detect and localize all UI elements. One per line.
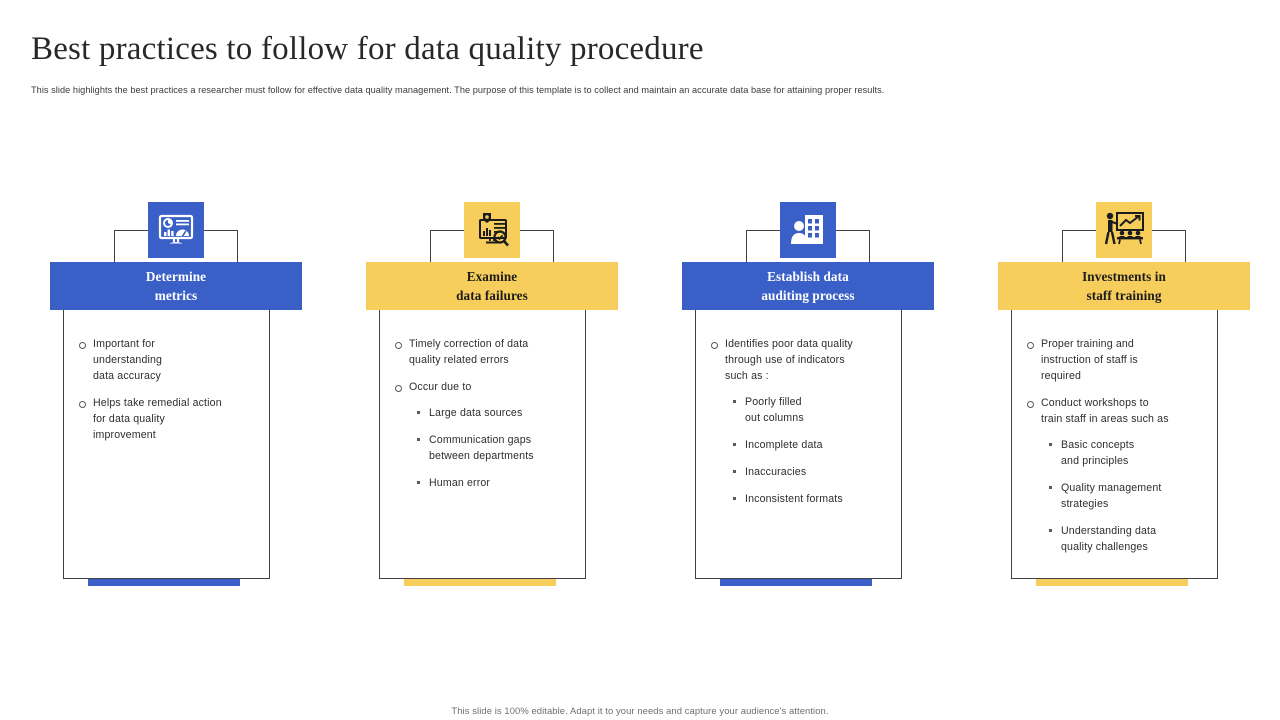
footer-note: This slide is 100% editable. Adapt it to your needs and capture your audience's attention.: [451, 705, 829, 716]
bullet-text-line: Helps take remedial action: [93, 397, 222, 409]
card-3: [682, 196, 934, 596]
bullet-text-line: data accuracy: [93, 370, 161, 382]
card-title-line-2: metrics: [154, 288, 198, 303]
certificate-audit-icon: [464, 202, 520, 258]
sub-bullet-text-line: Basic concepts: [1061, 439, 1135, 451]
training-presentation-icon: [1096, 202, 1152, 258]
sub-bullet-item: [409, 475, 576, 491]
bullet-item: [73, 395, 260, 443]
bullet-text-line: Timely correction of data: [409, 338, 529, 350]
sub-bullet-text-line: and principles: [1061, 455, 1129, 467]
sub-bullet-item: [1041, 437, 1208, 469]
sub-bullet-item: [1041, 480, 1208, 512]
bullet-text-line: improvement: [93, 429, 156, 441]
sub-bullet-item: [725, 394, 892, 426]
card-title-line-2: auditing process: [761, 288, 855, 303]
card-body: [1011, 309, 1218, 579]
card-title-line-1: Examine: [466, 269, 518, 284]
bullet-list: [389, 336, 576, 491]
card-title-banner[interactable]: [998, 262, 1250, 310]
dashboard-monitor-icon: [148, 202, 204, 258]
bullet-text-line: Proper training and: [1041, 338, 1134, 350]
bullet-text-line: quality related errors: [409, 354, 509, 366]
sub-bullet-list: [1041, 437, 1208, 555]
sub-bullet-list: [409, 405, 576, 491]
sub-bullet-item: [725, 437, 892, 453]
bullet-text-line: for data quality: [93, 413, 165, 425]
card-title-line-1: Investments in: [1082, 269, 1166, 284]
bullet-text-line: Conduct workshops to: [1041, 397, 1149, 409]
sub-bullet-item: [409, 405, 576, 421]
bullet-text-line: instruction of staff is: [1041, 354, 1138, 366]
sub-bullet-text-line: quality challenges: [1061, 541, 1148, 553]
bullet-text-line: such as :: [725, 370, 769, 382]
bullet-item: [1021, 336, 1208, 384]
card-body: [379, 309, 586, 579]
bullet-text-line: Identifies poor data quality: [725, 338, 853, 350]
page-subtitle: This slide highlights the best practices a researcher must follow for effective data quality management. The purpose of this template is to collect and maintain an accurate data base for attaining proper results.: [31, 85, 885, 95]
sub-bullet-text-line: strategies: [1061, 498, 1109, 510]
card-1: [50, 196, 302, 596]
bullet-text-line: required: [1041, 370, 1082, 382]
bullet-list: [705, 336, 892, 507]
bullet-text-line: understanding: [93, 354, 163, 366]
sub-bullet-item: [1041, 523, 1208, 555]
sub-bullet-text-line: Understanding data: [1061, 525, 1157, 537]
bullet-item: [705, 336, 892, 507]
card-title-line-2: staff training: [1086, 288, 1162, 303]
sub-bullet-text-line: Inaccuracies: [745, 466, 807, 478]
bullet-text-line: train staff in areas such as: [1041, 413, 1169, 425]
bullet-list: [1021, 336, 1208, 555]
card-body: [63, 309, 270, 579]
bullet-text-line: Occur due to: [409, 381, 472, 393]
card-title-line-1: Establish data: [767, 269, 849, 284]
bullet-text-line: through use of indicators: [725, 354, 845, 366]
sub-bullet-item: [725, 491, 892, 507]
sub-bullet-text-line: out columns: [745, 412, 804, 424]
bullet-item: [1021, 395, 1208, 555]
sub-bullet-item: [725, 464, 892, 480]
sub-bullet-item: [409, 432, 576, 464]
card-2: [366, 196, 618, 596]
sub-bullet-text-line: between departments: [429, 450, 534, 462]
card-title-line-1: Determine: [145, 269, 207, 284]
cards-row: [0, 196, 1280, 596]
card-4: [998, 196, 1250, 596]
card-title-banner[interactable]: [366, 262, 618, 310]
bullet-item: [389, 336, 576, 368]
card-title-banner[interactable]: [682, 262, 934, 310]
bullet-list: [73, 336, 260, 443]
bullet-item: [389, 379, 576, 491]
sub-bullet-text-line: Inconsistent formats: [745, 493, 843, 505]
card-body: [695, 309, 902, 579]
sub-bullet-text-line: Quality management: [1061, 482, 1162, 494]
card-title-banner[interactable]: [50, 262, 302, 310]
bullet-text-line: Important for: [93, 338, 156, 350]
sub-bullet-text-line: Poorly filled: [745, 396, 802, 408]
person-building-icon: [780, 202, 836, 258]
sub-bullet-list: [725, 394, 892, 507]
sub-bullet-text-line: Human error: [429, 477, 491, 489]
sub-bullet-text-line: Large data sources: [429, 407, 523, 419]
card-title-line-2: data failures: [456, 288, 528, 303]
sub-bullet-text-line: Incomplete data: [745, 439, 823, 451]
page-title: Best practices to follow for data quality procedure: [31, 31, 704, 67]
sub-bullet-text-line: Communication gaps: [429, 434, 532, 446]
bullet-item: [73, 336, 260, 384]
